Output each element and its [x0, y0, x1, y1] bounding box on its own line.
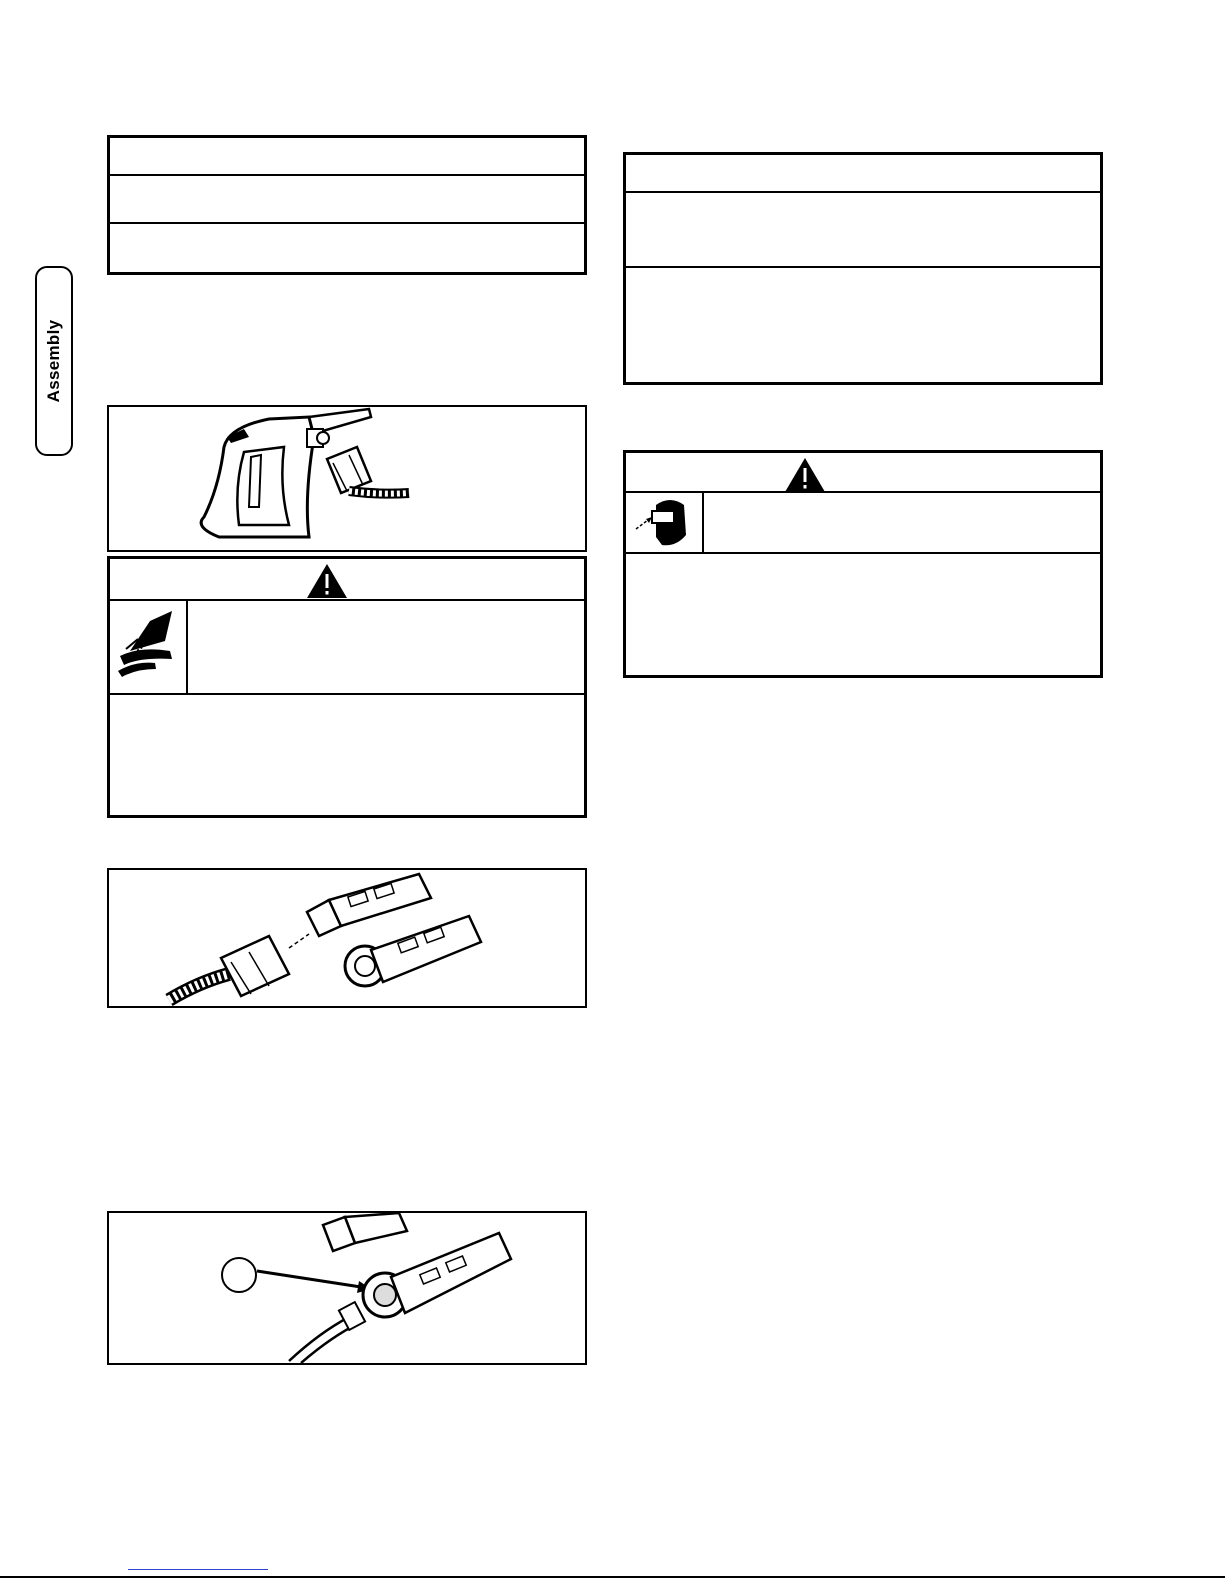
spec-table-left-row-divider-2 [110, 222, 584, 224]
spec-table-left [107, 135, 587, 275]
spray-gun-illustration [109, 407, 585, 550]
spec-table-right-row-divider-2 [626, 266, 1100, 268]
footer-link-underline[interactable] [128, 1569, 268, 1570]
fluid-injection-hazard-icon [110, 601, 188, 693]
warning-right-body-divider [626, 552, 1100, 554]
warning-box-left [107, 556, 587, 818]
callout-marker [222, 1258, 256, 1292]
warning-triangle-icon [306, 563, 348, 599]
figure-hose-wand-connection [107, 868, 587, 1008]
assembly-side-tab [35, 266, 73, 456]
warning-triangle-icon-right [784, 457, 826, 493]
hose-wand-illustration [109, 870, 585, 1006]
assembly-side-tab-label: Assembly [44, 319, 63, 403]
spec-table-right-row-divider-1 [626, 191, 1100, 193]
spec-table-right [623, 152, 1103, 385]
spec-table-left-row-divider-1 [110, 174, 584, 176]
figure-filter-screen [107, 1211, 587, 1365]
warning-box-right [623, 450, 1103, 678]
footer-rule [0, 1576, 1225, 1578]
filter-screen-illustration [109, 1213, 585, 1363]
warning-left-body-divider [110, 693, 584, 695]
eye-protection-icon [626, 493, 704, 553]
figure-spray-gun-hose [107, 405, 587, 552]
